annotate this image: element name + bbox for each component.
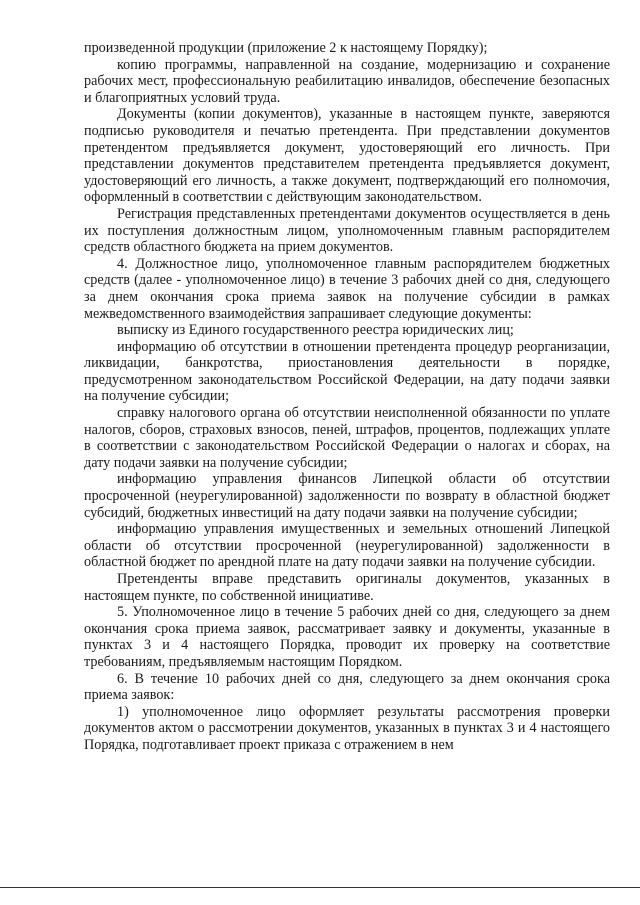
paragraph-12: 5. Уполномоченное лицо в течение 5 рабочих дней со дня, следующего за днем окончания срока приема заявок, рассматривает заявку и документы, указанные в пунктах 3 и 4 настоящего Порядка, проводит их проверку на соответствие требованиям, предъявляемым настоящим Порядком. bbox=[84, 604, 610, 670]
paragraph-10: информацию управления имущественных и земельных отношений Липецкой области об отсутствии просроченной (неурегулированной) задолженности в областной бюджет по арендной плате на дату подачи заявки на получение субсидии. bbox=[84, 521, 610, 571]
paragraph-9: информацию управления финансов Липецкой области об отсутствии просроченной (неурегулированной) задолженности по возврату в областной бюджет субсидий, бюджетных инвестиций на дату подачи заявки на получение субсидии; bbox=[84, 471, 610, 521]
page-bottom-rule bbox=[0, 887, 640, 888]
paragraph-6: выписку из Единого государственного реестра юридических лиц; bbox=[117, 322, 514, 339]
document-body bbox=[84, 40, 610, 754]
paragraph-5: 4. Должностное лицо, уполномоченное главным распорядителем бюджетных средств (далее - уполномоченное лицо) в течение 3 рабочих дней со дня, следующего за днем окончания срока приема заявок на получение субсидии в рамках межведомственного взаимодействия запрашивает следующие документы: bbox=[84, 255, 610, 322]
paragraph-11: Претенденты вправе представить оригиналы документов, указанных в настоящем пункте, по собственной инициативе. bbox=[84, 571, 610, 604]
paragraph-14: 1) уполномоченное лицо оформляет результаты рассмотрения проверки документов актом о рассмотрении документов, указанных в пунктах 3 и 4 настоящего Порядка, подготавливает проект приказа с отражением в нем bbox=[84, 703, 610, 753]
paragraph-2: копию программы, направленной на создание, модернизацию и сохранение рабочих мест, профессиональную реабилитацию инвалидов, обеспечение безопасных и благоприятных условий труда. bbox=[84, 56, 610, 106]
paragraph-3: Документы (копии документов), указанные в настоящем пункте, заверяются подписью руководителя и печатью претендента. При представлении документов претендентом предъявляется документ, удостоверяющий его личность. При представлении документов представителем претендента предъявляется документ, удостоверяющий его личность, а также документ, подтверждающий его полномочия, оформленный в соответствии с действующим законодательством. bbox=[84, 106, 610, 206]
paragraph-4: Регистрация представленных претендентами документов осуществляется в день их поступления должностным лицом, уполномоченным главным распорядителем средств областного бюджета на прием документов. bbox=[84, 205, 610, 256]
paragraph-13: 6. В течение 10 рабочих дней со дня, следующего за днем окончания срока приема заявок: bbox=[84, 670, 610, 704]
paragraph-1: произведенной продукции (приложение 2 к настоящему Порядку); bbox=[84, 40, 488, 56]
paragraph-8: справку налогового органа об отсутствии неисполненной обязанности по уплате налогов, сборов, страховых взносов, пеней, штрафов, процентов, подлежащих уплате в соответствии с законодательством Российской Федерации о налогах и сборах, на дату подачи заявки на получение субсидии; bbox=[84, 405, 610, 471]
paragraph-7: информацию об отсутствии в отношении претендента процедур реорганизации, ликвидации, банкротства, приостановления деятельности в порядке, предусмотренном законодательством Российской Федерации, на дату подачи заявки на получение субсидии; bbox=[84, 338, 610, 405]
